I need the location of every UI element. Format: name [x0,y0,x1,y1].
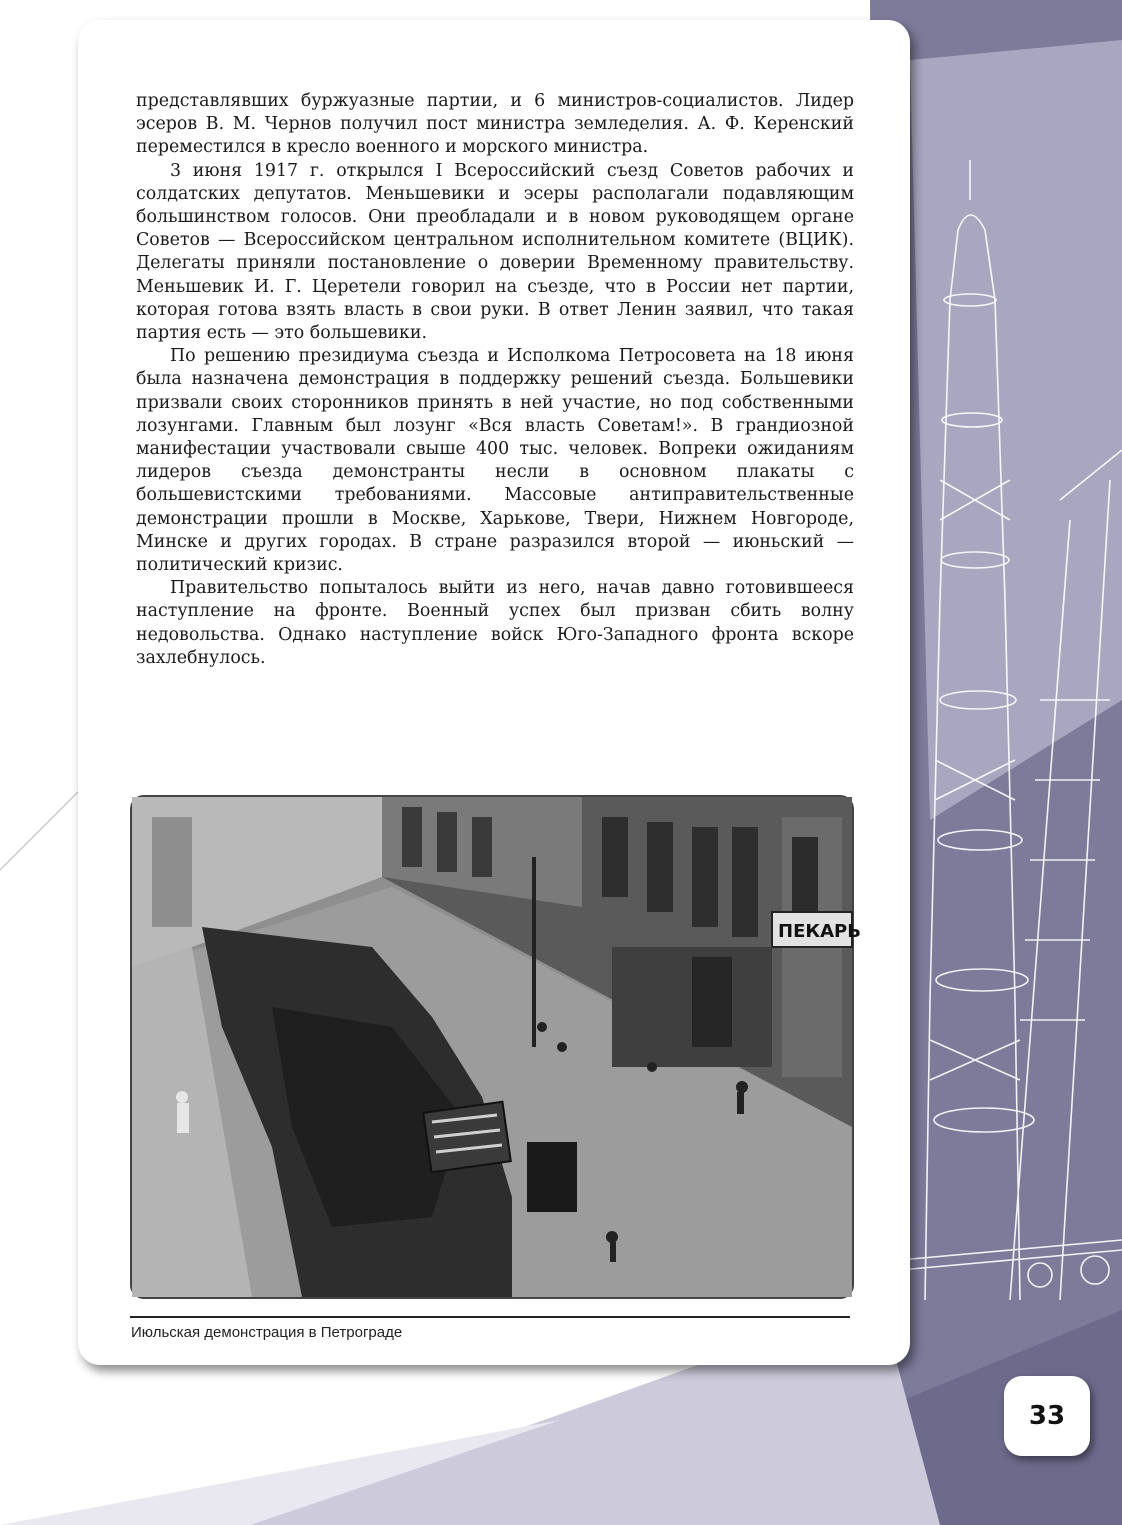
shop-sign-text: ПЕКАРЬ [778,921,861,942]
caption-divider [130,1316,850,1318]
body-text [136,90,854,670]
paragraph-3: По решению президиума съезда и Исполкома Петросовета на 18 июня была назначена демонстрация в поддержку решений съезда. Большевики призвали своих сторонников принять в ней участие, но под собственными лозунгами. Главным был лозунг «Вся власть Советам!». В грандиозной манифестации участвовали свыше 400 тыс. человек. Вопреки ожиданиям лидеров съезда демонстранты несли в основном плакаты с большевистскими требованиями. Массовые антиправительственные демонстрации прошли в Москве, Харькове, Твери, Нижнем Новгороде, Минске и других городах. В стране разразился второй — июньский — политический кризис. [136,346,854,576]
paragraph-4: Правительство попыталось выйти из него, начав давно готовившееся наступление на фронте. Военный успех был призван сбить волну недовольства. Однако наступление войск Юго-Западного фронта вскоре захлебнулось. [136,578,854,668]
paragraph-1: представлявших буржуазные партии, и 6 министров-социалистов. Лидер эсеров В. М. Чернов получил пост министра земледелия. А. Ф. Керенский переместился в кресло военного и морского министра. [136,91,854,158]
photo-caption: Июльская демонстрация в Петрограде [131,1324,403,1341]
paragraph-2: 3 июня 1917 г. открылся I Всероссийский съезд Советов рабочих и солдатских депутатов. Меньшевики и эсеры располагали подавляющим большинством голосов. Они преобладали и в новом руководящем органе Советов — Всероссийском центральном исполнительном комитете (ВЦИК). Делегаты приняли постановление о доверии Временному правительству. Меньшевик И. Г. Церетели говорил на съезде, что в России нет партии, которая готова взять власть в свои руки. В ответ Ленин заявил, что такая партия есть — это большевики. [136,160,854,344]
page-number: 33 [1004,1376,1090,1456]
demonstration-photo [130,795,861,1299]
